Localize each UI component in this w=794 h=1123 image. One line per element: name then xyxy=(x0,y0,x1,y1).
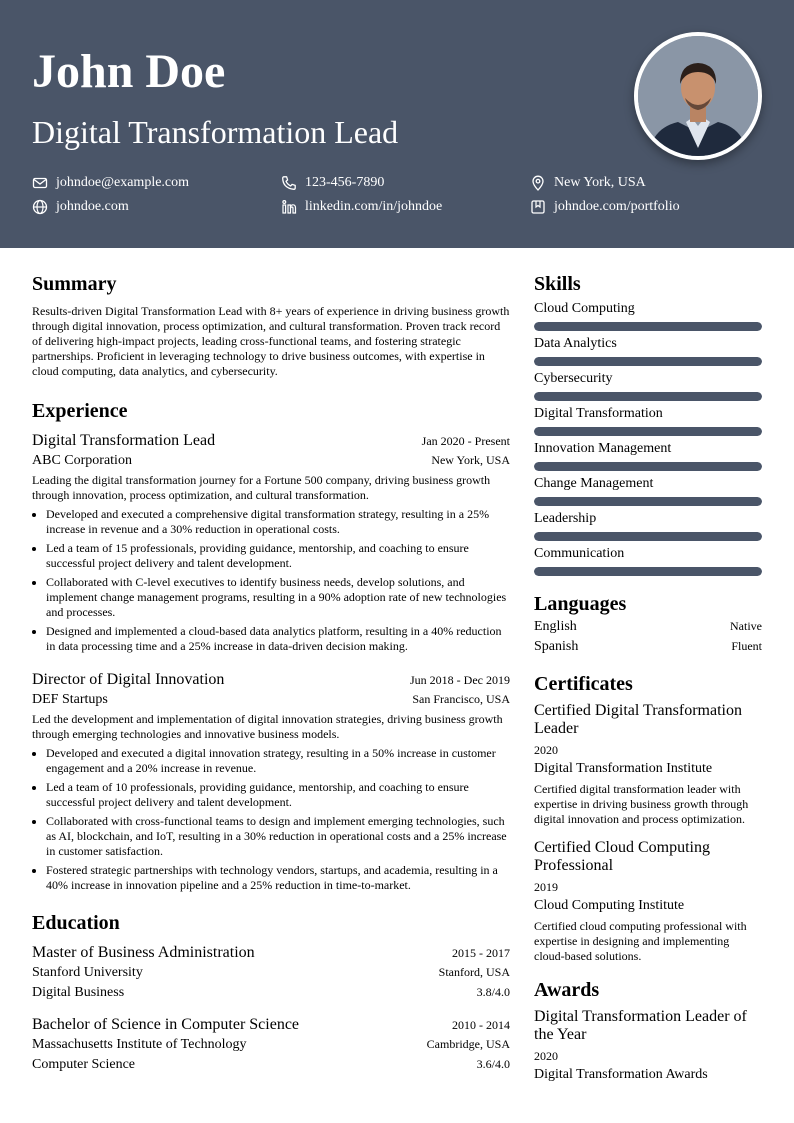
skill-bar xyxy=(534,322,762,331)
education-section xyxy=(32,911,510,1075)
award-issuer: Digital Transformation Awards xyxy=(534,1067,708,1082)
award-name: Digital Transformation Leader of the Year xyxy=(534,1008,747,1043)
skill-bar xyxy=(534,567,762,576)
resume-body xyxy=(0,248,794,1084)
certificate-issuer: Cloud Computing Institute xyxy=(534,898,685,913)
certificate-description: Certified cloud computing professional with expertise in designing and implementing cloud-based solutions. xyxy=(534,919,747,963)
language-name: Spanish xyxy=(534,639,579,654)
degree-dates: 2015 - 2017 xyxy=(452,946,510,960)
awards-section xyxy=(534,978,762,1084)
degree-field: Computer Science xyxy=(32,1057,136,1072)
skill-bar xyxy=(534,357,762,366)
portfolio-icon xyxy=(530,199,546,215)
skill-bar xyxy=(534,462,762,471)
summary-section xyxy=(32,272,510,379)
skill-bar-fill xyxy=(534,567,762,576)
job-entry xyxy=(32,431,510,654)
experience-section xyxy=(32,399,510,893)
certificate-item xyxy=(534,702,762,827)
location-icon xyxy=(530,175,546,191)
degree-name: Bachelor of Science in Computer Science xyxy=(32,1016,300,1033)
skill-name: Cybersecurity xyxy=(534,371,613,386)
school-name: Stanford University xyxy=(32,965,143,980)
skill-bar-fill xyxy=(534,357,762,366)
contact-website-text: johndoe.com xyxy=(56,199,129,214)
contact-location xyxy=(530,174,762,192)
skill-bar xyxy=(534,392,762,401)
certificates-section xyxy=(534,672,762,964)
contact-portfolio-text: johndoe.com/portfolio xyxy=(554,199,680,214)
job-bullet: • Developed and executed a digital innovation strategy, resulting in a 50% increase in customer engagement and a 20% increase in revenue. xyxy=(46,746,510,776)
skill-item xyxy=(534,510,762,541)
education-entry xyxy=(32,1015,510,1075)
job-company: DEF Startups xyxy=(32,692,108,707)
skill-bar xyxy=(534,427,762,436)
job-bullet: • Led a team of 10 professionals, providing guidance, mentorship, and coaching to ensure successful project delivery and talent development. xyxy=(46,780,510,810)
education-heading: Education xyxy=(32,912,120,934)
skill-bar-fill xyxy=(534,532,762,541)
language-item xyxy=(534,618,762,636)
certificate-year: 2020 xyxy=(534,743,558,757)
contact-location-text: New York, USA xyxy=(554,175,646,190)
school-location: Stanford, USA xyxy=(438,965,510,979)
skill-bar-fill xyxy=(534,322,762,331)
candidate-title: Digital Transformation Lead xyxy=(32,114,399,150)
phone-icon xyxy=(281,175,297,191)
skill-item xyxy=(534,475,762,506)
person-portrait-icon xyxy=(638,36,758,156)
degree-name: Master of Business Administration xyxy=(32,944,255,961)
job-bullet: • Fostered strategic partnerships with technology vendors, startups, and academia, resulting in a 40% increase in innovation pipeline and a 25% reduction in time-to-market. xyxy=(46,863,510,893)
degree-dates: 2010 - 2014 xyxy=(452,1018,510,1032)
mail-icon xyxy=(32,175,48,191)
summary-heading: Summary xyxy=(32,273,117,295)
job-dates: Jun 2018 - Dec 2019 xyxy=(410,673,510,687)
skill-item xyxy=(534,370,762,401)
contact-phone-text: 123-456-7890 xyxy=(305,175,385,190)
language-level: Fluent xyxy=(731,639,762,653)
skill-name: Digital Transformation xyxy=(534,406,663,421)
awards-heading: Awards xyxy=(534,979,600,1001)
job-bullet: • Led a team of 15 professionals, providing guidance, mentorship, and coaching to ensure successful project delivery and talent development. xyxy=(46,541,510,571)
skill-item xyxy=(534,440,762,471)
job-bullet: • Collaborated with cross-functional teams to design and implement emerging technologies, such as AI, blockchain, and IoT, resulting in a 30% reduction in operational costs and a 25% increase in customer satisfaction. xyxy=(46,814,510,859)
language-item xyxy=(534,638,762,656)
job-title: Digital Transformation Lead xyxy=(32,432,216,449)
contact-linkedin[interactable] xyxy=(281,198,530,216)
contact-portfolio[interactable] xyxy=(530,198,762,216)
certificates-heading: Certificates xyxy=(534,673,633,695)
contact-phone[interactable] xyxy=(281,174,530,192)
skill-item xyxy=(534,545,762,576)
resume-header xyxy=(0,0,794,248)
profile-photo xyxy=(634,32,762,160)
candidate-name: John Doe xyxy=(32,45,226,98)
certificate-item xyxy=(534,839,762,964)
degree-gpa: 3.6/4.0 xyxy=(476,1057,510,1071)
skill-bar-fill xyxy=(534,392,762,401)
job-description: Leading the digital transformation journey for a Fortune 500 company, driving business growth through innovation, process optimization, and cultural transformation. xyxy=(32,473,491,502)
experience-heading: Experience xyxy=(32,400,128,422)
skill-bar-fill xyxy=(534,462,762,471)
job-entry xyxy=(32,670,510,893)
job-bullet: • Developed and executed a comprehensive digital transformation strategy, resulting in a 25% increase in revenue and a 30% reduction in operational costs. xyxy=(46,507,510,537)
skill-bar xyxy=(534,497,762,506)
skills-heading: Skills xyxy=(534,273,581,295)
job-title: Director of Digital Innovation xyxy=(32,671,225,688)
job-company: ABC Corporation xyxy=(32,453,132,468)
language-name: English xyxy=(534,619,577,634)
skill-bar xyxy=(534,532,762,541)
contact-website[interactable] xyxy=(32,198,281,216)
left-column xyxy=(32,248,510,1084)
languages-heading: Languages xyxy=(534,593,627,615)
degree-gpa: 3.8/4.0 xyxy=(476,985,510,999)
skill-item xyxy=(534,405,762,436)
languages-section xyxy=(534,592,762,656)
certificate-name: Certified Digital Transformation Leader xyxy=(534,702,742,737)
school-name: Massachusetts Institute of Technology xyxy=(32,1037,247,1052)
skill-name: Data Analytics xyxy=(534,336,617,351)
skill-name: Cloud Computing xyxy=(534,301,635,316)
award-year: 2020 xyxy=(534,1049,558,1063)
job-bullets xyxy=(32,746,510,893)
skill-name: Innovation Management xyxy=(534,441,672,456)
job-location: San Francisco, USA xyxy=(412,692,510,706)
certificate-name: Certified Cloud Computing Professional xyxy=(534,839,710,874)
job-dates: Jan 2020 - Present xyxy=(421,434,510,448)
contact-email[interactable] xyxy=(32,174,281,192)
skill-bar-fill xyxy=(534,427,762,436)
certificate-year: 2019 xyxy=(534,880,558,894)
job-bullet: • Collaborated with C-level executives to identify business needs, develop solutions, and implement change management programs, resulting in a 90% adoption rate of new technologies and processes. xyxy=(46,575,510,620)
education-entry xyxy=(32,943,510,1003)
globe-icon xyxy=(32,199,48,215)
certificate-description: Certified digital transformation leader with expertise in driving business growth through digital innovation and process optimization. xyxy=(534,782,749,826)
skill-item xyxy=(534,335,762,366)
job-location: New York, USA xyxy=(431,453,510,467)
contact-linkedin-text: linkedin.com/in/johndoe xyxy=(305,199,443,214)
certificate-issuer: Digital Transformation Institute xyxy=(534,761,713,776)
degree-field: Digital Business xyxy=(32,985,125,1000)
job-bullet: • Designed and implemented a cloud-based data analytics platform, resulting in a 40% reduction in data processing time and a 25% increase in data-driven decision making. xyxy=(46,624,510,654)
award-item xyxy=(534,1008,762,1084)
skill-bar-fill xyxy=(534,497,762,506)
contact-email-text: johndoe@example.com xyxy=(56,175,190,190)
language-level: Native xyxy=(730,619,762,633)
school-location: Cambridge, USA xyxy=(426,1037,510,1051)
job-description: Led the development and implementation of digital innovation strategies, driving business growth through emerging technologies and innovative business models. xyxy=(32,712,503,741)
job-bullets xyxy=(32,507,510,654)
summary-text: Results-driven Digital Transformation Lead with 8+ years of experience in driving business growth through digital innovation, process optimization, and cultural transformation. Proven track record of delivering high-impact projects, leading cross-functional teams, and fostering strategic partnerships. Proficient in leveraging technology to drive business outcomes, with expertise in cloud computing, data analytics, and cybersecurity. xyxy=(32,304,510,378)
linkedin-icon xyxy=(281,199,297,215)
skill-item xyxy=(534,300,762,331)
right-column xyxy=(534,248,762,1084)
skill-name: Leadership xyxy=(534,511,597,526)
contact-info xyxy=(32,174,762,216)
skill-name: Change Management xyxy=(534,476,654,491)
skill-name: Communication xyxy=(534,546,625,561)
skills-section xyxy=(534,272,762,576)
